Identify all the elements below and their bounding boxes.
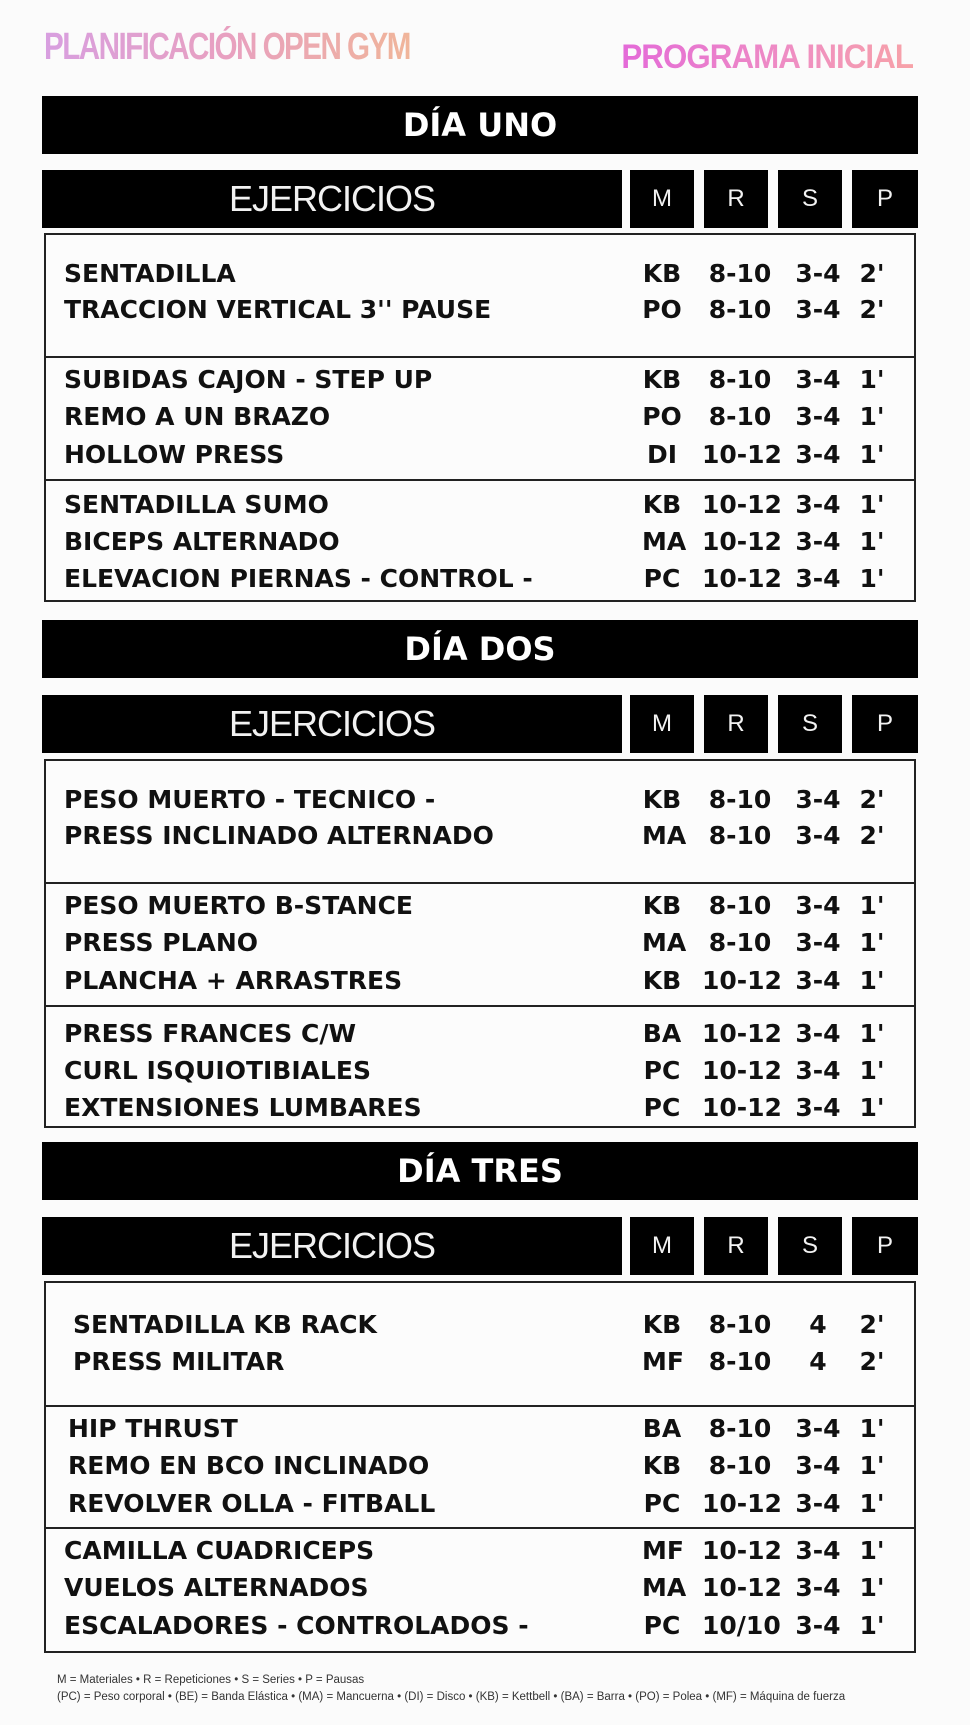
exercise-reps: 10-12 [702, 1573, 782, 1602]
exercise-series: 3-4 [795, 928, 841, 957]
exercise-row [46, 1448, 914, 1484]
exercise-row [46, 561, 914, 597]
exercise-series: 3-4 [795, 440, 841, 469]
column-header-r: R [704, 1217, 768, 1275]
exercise-pause: 1' [859, 490, 885, 519]
exercise-series: 3-4 [795, 1536, 841, 1565]
exercise-pause: 2' [859, 1310, 885, 1339]
exercise-reps: 10-12 [702, 440, 782, 469]
exercise-series: 3-4 [795, 821, 841, 850]
exercise-series: 3-4 [795, 259, 841, 288]
exercise-reps: 8-10 [708, 402, 772, 431]
exercise-material: DI [646, 440, 678, 469]
exercise-material: KB [642, 966, 682, 995]
column-header-m: M [630, 695, 694, 753]
exercise-series: 4 [809, 1347, 827, 1376]
exercise-material: BA [642, 1414, 682, 1443]
exercise-name: ESCALADORES - CONTROLADOS - [64, 1611, 529, 1640]
exercise-row [46, 256, 914, 292]
legend-line: (PC) = Peso corporal • (BE) = Banda Elástica • (MA) = Mancuerna • (DI) = Disco • (KB) = Kettbell • (BA) = Barra • (PO) = Polea • (MF) = Máquina de fuerza [57, 1691, 846, 1703]
exercise-name: REMO EN BCO INCLINADO [68, 1451, 430, 1480]
exercise-pause: 1' [859, 1019, 885, 1048]
exercise-series: 3-4 [795, 1056, 841, 1085]
exercise-name: HIP THRUST [68, 1414, 238, 1443]
exercise-material: MF [642, 1536, 684, 1565]
exercise-name: SENTADILLA [64, 259, 236, 288]
exercise-material: PC [643, 564, 681, 593]
exercise-pause: 1' [859, 564, 885, 593]
exercise-pause: 1' [859, 891, 885, 920]
exercise-material: BA [642, 1019, 682, 1048]
exercise-series: 3-4 [795, 564, 841, 593]
exercise-row [46, 437, 914, 473]
exercise-name: PRESS INCLINADO ALTERNADO [64, 821, 494, 850]
exercise-series: 3-4 [795, 365, 841, 394]
exercise-reps: 10-12 [702, 1536, 782, 1565]
day-title: DÍA DOS [42, 620, 918, 678]
exercise-row [46, 524, 914, 560]
exercise-reps: 8-10 [708, 1451, 772, 1480]
exercise-material: KB [642, 490, 682, 519]
exercise-pause: 2' [859, 785, 885, 814]
exercise-material: KB [642, 785, 682, 814]
exercise-pause: 1' [859, 1611, 885, 1640]
exercise-block [44, 1405, 916, 1529]
exercise-row [46, 487, 914, 523]
exercise-series: 3-4 [795, 402, 841, 431]
exercise-name: BICEPS ALTERNADO [64, 527, 340, 556]
exercise-name: PESO MUERTO B-STANCE [64, 891, 413, 920]
exercise-row [46, 818, 914, 854]
exercise-pause: 1' [859, 966, 885, 995]
exercise-material: KB [642, 1451, 682, 1480]
exercise-series: 3-4 [795, 527, 841, 556]
exercise-material: PC [643, 1611, 681, 1640]
exercise-material: PC [643, 1093, 681, 1122]
exercise-series: 3-4 [795, 785, 841, 814]
exercise-row [46, 1016, 914, 1052]
column-header-r: R [704, 170, 768, 228]
exercise-pause: 1' [859, 1489, 885, 1518]
exercise-series: 3-4 [795, 1489, 841, 1518]
column-header-row [42, 695, 918, 753]
program-title: PROGRAMA INICIAL [621, 38, 913, 76]
exercise-pause: 1' [859, 1093, 885, 1122]
exercise-reps: 10/10 [702, 1611, 781, 1640]
exercise-name: REVOLVER OLLA - FITBALL [68, 1489, 436, 1518]
exercise-reps: 8-10 [708, 891, 772, 920]
exercise-row [46, 782, 914, 818]
column-header-r: R [704, 695, 768, 753]
exercise-row [46, 925, 914, 961]
column-header-exercise: EJERCICIOS [42, 1217, 622, 1275]
column-header-s: S [778, 1217, 842, 1275]
exercise-block [44, 1527, 916, 1653]
day-title: DÍA TRES [42, 1142, 918, 1200]
exercise-name: SENTADILLA KB RACK [73, 1310, 377, 1339]
exercise-material: MA [642, 527, 687, 556]
exercise-block [44, 1281, 916, 1407]
exercise-name: HOLLOW PRESS [64, 440, 285, 469]
exercise-name: CURL ISQUIOTIBIALES [64, 1056, 372, 1085]
exercise-row [46, 399, 914, 435]
exercise-material: MA [642, 821, 687, 850]
exercise-name: SUBIDAS CAJON - STEP UP [64, 365, 433, 394]
exercise-reps: 10-12 [702, 1056, 782, 1085]
exercise-row [46, 888, 914, 924]
exercise-material: MA [642, 928, 687, 957]
exercise-row [46, 1053, 914, 1089]
exercise-reps: 8-10 [708, 365, 772, 394]
exercise-series: 3-4 [795, 966, 841, 995]
exercise-reps: 8-10 [708, 295, 772, 324]
exercise-reps: 10-12 [702, 564, 782, 593]
exercise-block [44, 356, 916, 481]
exercise-reps: 8-10 [708, 259, 772, 288]
legend-line: M = Materiales • R = Repeticiones • S = Series • P = Pausas [57, 1674, 365, 1686]
exercise-name: PESO MUERTO - TECNICO - [64, 785, 436, 814]
exercise-material: MF [642, 1347, 684, 1376]
exercise-series: 3-4 [795, 1611, 841, 1640]
exercise-pause: 1' [859, 1414, 885, 1443]
exercise-row [46, 1090, 914, 1126]
exercise-reps: 8-10 [708, 785, 772, 814]
exercise-name: PLANCHA + ARRASTRES [64, 966, 403, 995]
exercise-reps: 8-10 [708, 928, 772, 957]
exercise-series: 3-4 [795, 891, 841, 920]
exercise-row [46, 1486, 914, 1522]
exercise-pause: 1' [859, 440, 885, 469]
exercise-row [46, 963, 914, 999]
exercise-series: 3-4 [795, 1573, 841, 1602]
exercise-material: KB [642, 365, 682, 394]
brand-title: PLANIFICACIÓN OPEN GYM [44, 26, 410, 68]
exercise-row [46, 1608, 914, 1644]
exercise-block [44, 1005, 916, 1128]
exercise-series: 4 [809, 1310, 827, 1339]
exercise-reps: 10-12 [702, 1489, 782, 1518]
column-header-row [42, 170, 918, 228]
exercise-row [46, 1307, 914, 1343]
exercise-name: SENTADILLA SUMO [64, 490, 329, 519]
exercise-material: MA [642, 1573, 687, 1602]
exercise-reps: 8-10 [708, 1310, 772, 1339]
exercise-material: PO [642, 295, 682, 324]
exercise-pause: 1' [859, 1056, 885, 1085]
column-header-row [42, 1217, 918, 1275]
column-header-p: P [852, 170, 918, 228]
exercise-material: PC [643, 1056, 681, 1085]
exercise-block [44, 233, 916, 358]
exercise-row [46, 1570, 914, 1606]
exercise-name: PRESS PLANO [64, 928, 259, 957]
exercise-pause: 1' [859, 1573, 885, 1602]
exercise-reps: 10-12 [702, 1093, 782, 1122]
column-header-exercise: EJERCICIOS [42, 695, 622, 753]
exercise-pause: 1' [859, 1536, 885, 1565]
column-header-s: S [778, 695, 842, 753]
exercise-pause: 2' [859, 821, 885, 850]
column-header-p: P [852, 695, 918, 753]
exercise-pause: 1' [859, 365, 885, 394]
exercise-row [46, 1533, 914, 1569]
exercise-pause: 1' [859, 527, 885, 556]
exercise-series: 3-4 [795, 1414, 841, 1443]
exercise-series: 3-4 [795, 490, 841, 519]
column-header-exercise: EJERCICIOS [42, 170, 622, 228]
exercise-reps: 10-12 [702, 490, 782, 519]
exercise-pause: 1' [859, 928, 885, 957]
exercise-name: VUELOS ALTERNADOS [64, 1573, 369, 1602]
exercise-series: 3-4 [795, 1451, 841, 1480]
exercise-pause: 1' [859, 402, 885, 431]
exercise-material: KB [642, 1310, 682, 1339]
exercise-reps: 10-12 [702, 966, 782, 995]
exercise-pause: 2' [859, 259, 885, 288]
exercise-reps: 10-12 [702, 527, 782, 556]
exercise-pause: 2' [859, 1347, 885, 1376]
column-header-m: M [630, 1217, 694, 1275]
exercise-material: PC [643, 1489, 681, 1518]
exercise-material: PO [642, 402, 682, 431]
exercise-name: EXTENSIONES LUMBARES [64, 1093, 422, 1122]
exercise-material: KB [642, 259, 682, 288]
exercise-series: 3-4 [795, 1019, 841, 1048]
exercise-name: CAMILLA CUADRICEPS [64, 1536, 375, 1565]
exercise-reps: 8-10 [708, 821, 772, 850]
exercise-name: REMO A UN BRAZO [64, 402, 331, 431]
exercise-series: 3-4 [795, 295, 841, 324]
exercise-material: KB [642, 891, 682, 920]
exercise-reps: 8-10 [708, 1414, 772, 1443]
column-header-m: M [630, 170, 694, 228]
column-header-s: S [778, 170, 842, 228]
exercise-name: ELEVACION PIERNAS - CONTROL - [64, 564, 533, 593]
exercise-name: PRESS FRANCES C/W [64, 1019, 357, 1048]
exercise-row [46, 1344, 914, 1380]
day-title: DÍA UNO [42, 96, 918, 154]
exercise-block [44, 759, 916, 884]
exercise-block [44, 882, 916, 1007]
exercise-name: TRACCION VERTICAL 3'' PAUSE [64, 295, 492, 324]
exercise-pause: 2' [859, 295, 885, 324]
exercise-row [46, 362, 914, 398]
exercise-row [46, 1411, 914, 1447]
exercise-row [46, 292, 914, 328]
exercise-block [44, 479, 916, 602]
exercise-pause: 1' [859, 1451, 885, 1480]
exercise-name: PRESS MILITAR [73, 1347, 285, 1376]
column-header-p: P [852, 1217, 918, 1275]
exercise-reps: 10-12 [702, 1019, 782, 1048]
exercise-series: 3-4 [795, 1093, 841, 1122]
exercise-reps: 8-10 [708, 1347, 772, 1376]
